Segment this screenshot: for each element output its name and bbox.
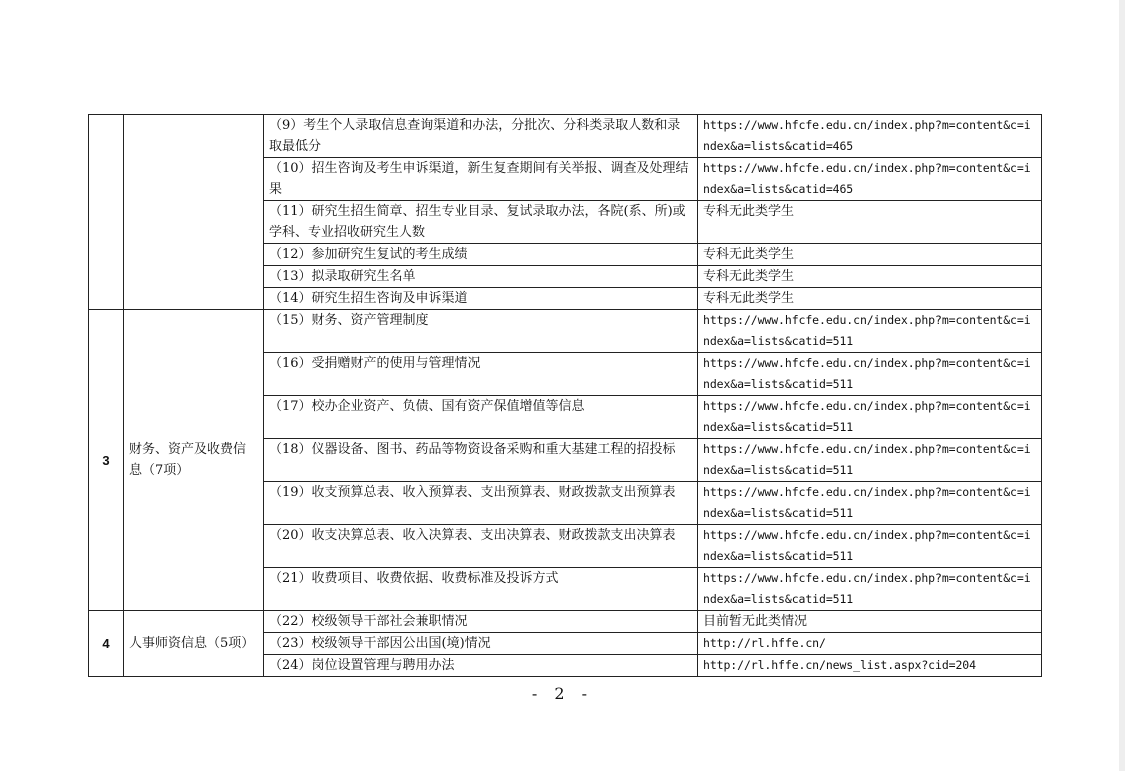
- disclosure-link[interactable]: https://www.hfcfe.edu.cn/index.php?m=content&c=index&a=lists&catid=465: [698, 115, 1042, 158]
- item-description: （14）研究生招生咨询及申诉渠道: [264, 288, 698, 310]
- item-description: （19）收支预算总表、收入预算表、支出预算表、财政拨款支出预算表: [264, 482, 698, 525]
- disclosure-note: 专科无此类学生: [698, 201, 1042, 244]
- item-description: （22）校级领导干部社会兼职情况: [264, 611, 698, 633]
- disclosure-note: 专科无此类学生: [698, 288, 1042, 310]
- disclosure-link[interactable]: http://rl.hffe.cn/news_list.aspx?cid=204: [698, 655, 1042, 677]
- disclosure-link[interactable]: http://rl.hffe.cn/: [698, 633, 1042, 655]
- disclosure-note: 专科无此类学生: [698, 244, 1042, 266]
- item-description: （17）校办企业资产、负债、国有资产保值增值等信息: [264, 396, 698, 439]
- item-description: （21）收费项目、收费依据、收费标准及投诉方式: [264, 568, 698, 611]
- disclosure-note: 目前暂无此类情况: [698, 611, 1042, 633]
- disclosure-link[interactable]: https://www.hfcfe.edu.cn/index.php?m=content&c=index&a=lists&catid=465: [698, 158, 1042, 201]
- item-description: （15）财务、资产管理制度: [264, 310, 698, 353]
- disclosure-link[interactable]: https://www.hfcfe.edu.cn/index.php?m=content&c=index&a=lists&catid=511: [698, 482, 1042, 525]
- item-description: （16）受捐赠财产的使用与管理情况: [264, 353, 698, 396]
- disclosure-link[interactable]: https://www.hfcfe.edu.cn/index.php?m=content&c=index&a=lists&catid=511: [698, 568, 1042, 611]
- disclosure-link[interactable]: https://www.hfcfe.edu.cn/index.php?m=content&c=index&a=lists&catid=511: [698, 310, 1042, 353]
- item-description: （9）考生个人录取信息查询渠道和办法，分批次、分科类录取人数和录取最低分: [264, 115, 698, 158]
- item-description: （10）招生咨询及考生申诉渠道，新生复查期间有关举报、调查及处理结果: [264, 158, 698, 201]
- item-description: （11）研究生招生简章、招生专业目录、复试录取办法，各院(系、所)或学科、专业招收研究生人数: [264, 201, 698, 244]
- disclosure-link[interactable]: https://www.hfcfe.edu.cn/index.php?m=content&c=index&a=lists&catid=511: [698, 353, 1042, 396]
- section-number: [89, 115, 124, 310]
- page-number: - 2 -: [531, 684, 594, 703]
- table-row: [89, 115, 1042, 158]
- item-description: （23）校级领导干部因公出国(境)情况: [264, 633, 698, 655]
- section-category: 人事师资信息（5项）: [124, 611, 264, 677]
- item-description: （18）仪器设备、图书、药品等物资设备采购和重大基建工程的招投标: [264, 439, 698, 482]
- disclosure-link[interactable]: https://www.hfcfe.edu.cn/index.php?m=content&c=index&a=lists&catid=511: [698, 439, 1042, 482]
- section-category: 财务、资产及收费信息（7项）: [124, 310, 264, 611]
- section-number: 4: [89, 611, 124, 677]
- disclosure-note: 专科无此类学生: [698, 266, 1042, 288]
- item-description: （24）岗位设置管理与聘用办法: [264, 655, 698, 677]
- item-description: （13）拟录取研究生名单: [264, 266, 698, 288]
- item-description: （12）参加研究生复试的考生成绩: [264, 244, 698, 266]
- table-body: [89, 115, 1042, 677]
- page-edge-shadow: [1119, 0, 1125, 771]
- table-row: [89, 310, 1042, 353]
- section-category: [124, 115, 264, 310]
- item-description: （20）收支决算总表、收入决算表、支出决算表、财政拨款支出决算表: [264, 525, 698, 568]
- disclosure-link[interactable]: https://www.hfcfe.edu.cn/index.php?m=content&c=index&a=lists&catid=511: [698, 525, 1042, 568]
- section-number: 3: [89, 310, 124, 611]
- table-row: [89, 611, 1042, 633]
- disclosure-table: [88, 114, 1042, 677]
- disclosure-link[interactable]: https://www.hfcfe.edu.cn/index.php?m=content&c=index&a=lists&catid=511: [698, 396, 1042, 439]
